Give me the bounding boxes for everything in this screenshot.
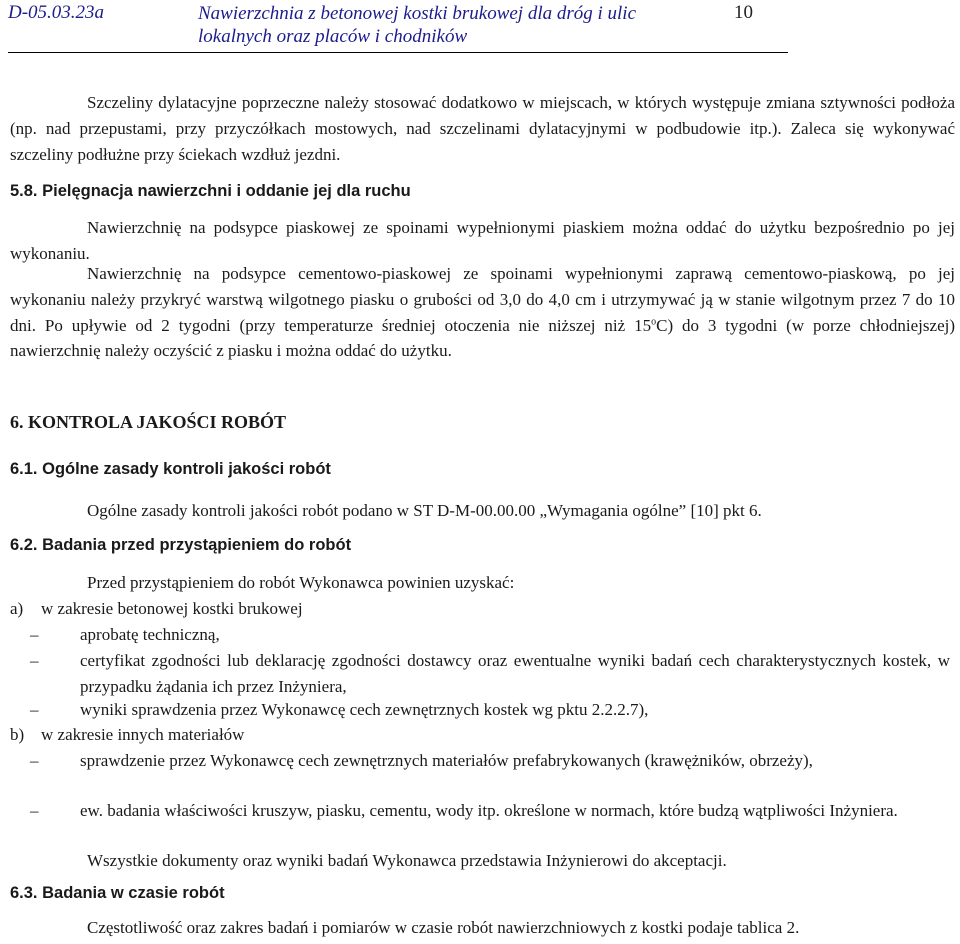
dash-bullet-icon: – xyxy=(30,651,39,670)
document-title xyxy=(198,2,636,48)
list-item-b xyxy=(10,722,955,748)
section-6-2-intro: Przed przystąpieniem do robót Wykonawca powinien uzyskać: xyxy=(87,573,515,592)
section-5-8-paragraph2-part2: C) do 3 tygodni (w porze chłodniejszej) nawierzchnię należy oczyścić z piasku i można oddać do użytku. xyxy=(10,315,955,361)
dash-bullet-icon: – xyxy=(30,751,39,770)
document-title-line2: lokalnych oraz placów i chodników xyxy=(198,26,468,47)
section-6-1-paragraph: Ogólne zasady kontroli jakości robót podano w ST D-M-00.00.00 „Wymagania ogólne” [10] pkt 6. xyxy=(87,501,762,520)
list-item-b-label: b) xyxy=(10,725,25,744)
list-item-a-text: w zakresie betonowej kostki brukowej xyxy=(41,599,303,618)
list-dash-item xyxy=(10,648,955,700)
list-item-a-label: a) xyxy=(10,599,24,618)
list-item-a xyxy=(10,596,955,622)
list-dash-item xyxy=(10,697,955,723)
section-5-8-paragraph1: Nawierzchnię na podsypce piaskowej ze spoinami wypełnionymi piaskiem można oddać do użytku bezpośrednio po jej wykonaniu. xyxy=(10,218,955,263)
list-dash-item xyxy=(10,798,955,850)
dash-bullet-icon: – xyxy=(30,700,39,719)
dash-bullet-icon: – xyxy=(30,625,39,644)
list-dash-text: wyniki sprawdzenia przez Wykonawcę cech zewnętrznych kostek wg pktu 2.2.2.7), xyxy=(80,700,649,719)
list-dash-text: certyfikat zgodności lub deklarację zgodności dostawcy oraz ewentualne wyniki badań cech charakterystycznych kostek, w przypadku żądania ich przez Inżyniera, xyxy=(80,651,950,696)
list-dash-item xyxy=(10,748,955,800)
list-item-b-text: w zakresie innych materiałów xyxy=(41,725,245,744)
section-6-3-paragraph: Częstotliwość oraz zakres badań i pomiarów w czasie robót nawierzchniowych z kostki podaje tablica 2. xyxy=(87,918,800,937)
degree-superscript: o xyxy=(651,315,657,327)
list-dash-text: ew. badania właściwości kruszyw, piasku, cementu, wody itp. określone w normach, które budzą wątpliwości Inżyniera. xyxy=(80,801,898,820)
section-5-8-paragraph2 xyxy=(10,261,955,364)
intro-paragraph: Szczeliny dylatacyjne poprzeczne należy stosować dodatkowo w miejscach, w których występuje zmiana sztywności podłoża (np. nad przepustami, przy przyczółkach mostowych, nad szczelinami dylatacyjnymi w podbudowie itp.). Zaleca się wykonywać szczeliny podłużne przy ściekach wzdłuż jezdni. xyxy=(10,93,955,164)
section-6-2-closing: Wszystkie dokumenty oraz wyniki badań Wykonawca przedstawia Inżynierowi do akceptacji. xyxy=(87,851,727,870)
section-6-1-heading: 6.1. Ogólne zasady kontroli jakości robót xyxy=(10,460,331,478)
document-title-line1: Nawierzchnia z betonowej kostki brukowej dla dróg i ulic xyxy=(198,3,637,24)
page-header xyxy=(8,0,788,53)
section-6-3-heading: 6.3. Badania w czasie robót xyxy=(10,884,225,902)
section-5-8-paragraph2-part1: Nawierzchnię na podsypce cementowo-piaskowej ze spoinami wypełnionymi zaprawą cementowo-piaskową, po jej wykonaniu należy przykryć warstwą wilgotnego piasku o grubości od 3,0 do 4,0 cm i utrzymywać ją w stanie wilgotnym przez 7 do 10 dni. Po upływie od 2 tygodni (przy temperaturze średniej otoczenia nie niższej niż 15 xyxy=(10,264,955,335)
list-dash-item xyxy=(10,622,955,648)
page-number: 10 xyxy=(734,2,753,23)
list-dash-text: aprobatę techniczną, xyxy=(80,625,220,644)
document-code: D-05.03.23a xyxy=(8,2,105,23)
dash-bullet-icon: – xyxy=(30,801,39,820)
section-6-2-heading: 6.2. Badania przed przystąpieniem do robót xyxy=(10,536,352,554)
section-5-8-heading: 5.8. Pielęgnacja nawierzchni i oddanie jej dla ruchu xyxy=(10,182,411,200)
section-6-heading: 6. KONTROLA JAKOŚCI ROBÓT xyxy=(10,412,287,432)
list-dash-text: sprawdzenie przez Wykonawcę cech zewnętrznych materiałów prefabrykowanych (krawężników, obrzeży), xyxy=(80,751,813,770)
